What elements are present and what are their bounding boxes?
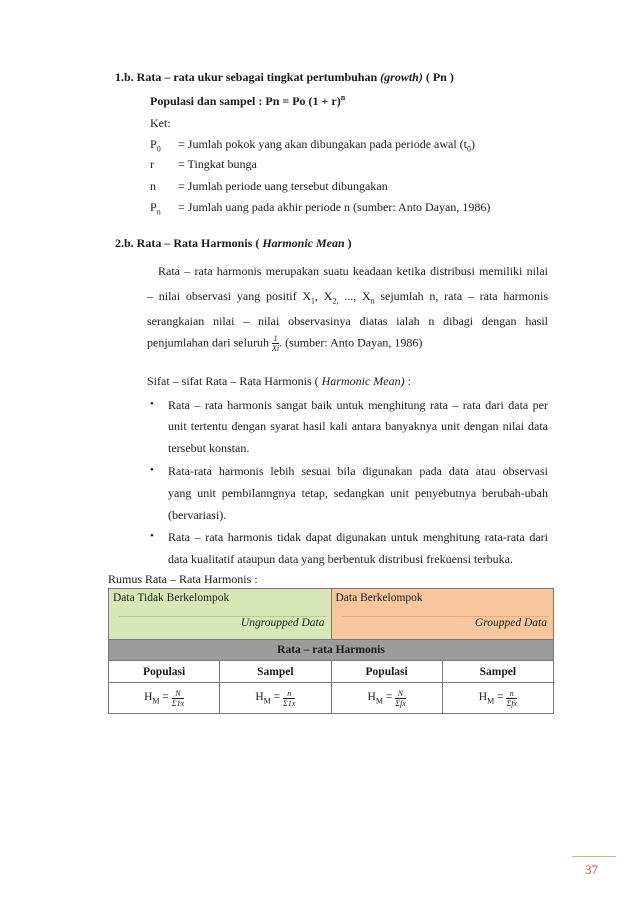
ket-description: = Jumlah uang pada akhir periode n (sumber: Anto Dayan, 1986) bbox=[178, 200, 491, 214]
grouped-italic: Groupped Data bbox=[474, 617, 547, 629]
fraction-one-over-xi: $\frac{1}{Xi}$ bbox=[271, 334, 280, 353]
formula-cell: $H_M$ = $\frac{N}{\text{Σfx}}$ bbox=[331, 683, 442, 714]
paragraph-line: – nilai observasi yang positif $X_1$, $X_{2,}$ ..., $X_n$ sejumlah n, rata – rata harmonis bbox=[147, 289, 549, 306]
rumus-label: Rumus Rata – Rata Harmonis : bbox=[108, 572, 258, 586]
ket-label: Ket: bbox=[150, 116, 171, 130]
column-header: Sampel bbox=[442, 661, 553, 683]
list-item-line: yang unit pembilanngnya tetap, sedangkan unit penyebutnya berubah-ubah bbox=[168, 486, 548, 500]
ungrouped-title: Data Tidak Berkelompok bbox=[113, 592, 230, 604]
ket-description: = Jumlah pokok yang akan dibungakan pada periode awal $(t_0)$ bbox=[178, 137, 476, 154]
column-header: Populasi bbox=[331, 661, 442, 683]
ket-description: = Tingkat bunga bbox=[178, 157, 257, 171]
list-item-line: unit tertentu dengan syarat hasil kali antara banyaknya unit dengan nilai data bbox=[168, 419, 548, 433]
ket-symbol: n bbox=[150, 179, 156, 193]
column-header: Populasi bbox=[109, 661, 220, 683]
list-item-line: Rata – rata harmonis tidak dapat digunakan untuk menghitung rata-rata dari bbox=[168, 530, 548, 544]
list-item-line: Rata – rata harmonis sangat baik untuk menghitung rata – rata dari data per bbox=[168, 398, 548, 412]
footer-divider bbox=[572, 856, 616, 857]
paragraph-line: serangkaian nilai – nilai observasinya diatas ialah n dibagi dengan hasil bbox=[147, 314, 548, 328]
formula-cell: $H_M$ = $\frac{n}{\Sigma 1x}$ bbox=[220, 683, 331, 714]
ket-symbol: $P_n$ bbox=[150, 200, 161, 217]
sifat-heading: Sifat – sifat Rata – Rata Harmonis ( Harmonic Mean) : bbox=[147, 374, 411, 388]
rata-harmonis-header: Rata – rata Harmonis bbox=[109, 640, 554, 661]
grouped-data-cell bbox=[331, 589, 554, 640]
bullet-icon: • bbox=[150, 464, 154, 476]
list-item-line: data kualitatif ataupun data yang berbentuk distribusi frekuensi terbuka. bbox=[168, 552, 513, 566]
list-item-line: Rata-rata harmonis lebih sesuai bila digunakan pada data atau observasi bbox=[168, 464, 548, 478]
bullet-icon: • bbox=[150, 530, 154, 542]
grouped-title: Data Berkelompok bbox=[335, 592, 423, 604]
section-1-heading: 1.b. Rata – rata ukur sebagai tingkat pertumbuhan (growth) ( Pn ) bbox=[115, 70, 454, 84]
ket-symbol: r bbox=[150, 157, 154, 171]
list-item-line: (bervariasi). bbox=[168, 508, 227, 522]
paragraph-line: penjumlahan dari seluruh $\frac{1}{Xi}$ . (sumber: Anto Dayan, 1986) bbox=[147, 334, 423, 353]
ket-description: = Jumlah periode uang tersebut dibungakan bbox=[178, 179, 388, 193]
harmonic-mean-table bbox=[108, 588, 554, 714]
formula-cell: $H_M$ = $\frac{n}{\text{Σfx}}$ bbox=[442, 683, 553, 714]
ket-symbol: $P_0$ bbox=[150, 137, 161, 154]
ungrouped-italic: Ungroupped Data bbox=[240, 617, 325, 629]
paragraph-line: Rata – rata harmonis merupakan suatu keadaan ketika distribusi memiliki nilai bbox=[158, 264, 548, 278]
growth-formula: Populasi dan sampel : Pn = Po $(1 + r)^n$ bbox=[150, 93, 346, 108]
formula-cell: $H_M$ = $\frac{N}{\Sigma 1x}$ bbox=[109, 683, 220, 714]
bullet-icon: • bbox=[150, 398, 154, 410]
ungrouped-data-cell bbox=[109, 589, 332, 640]
page-number: 37 bbox=[585, 862, 598, 877]
section-2-heading: 2.b. Rata – Rata Harmonis ( Harmonic Mean ) bbox=[115, 236, 352, 250]
list-item-line: tersebut konstan. bbox=[168, 441, 250, 455]
column-header: Sampel bbox=[220, 661, 331, 683]
